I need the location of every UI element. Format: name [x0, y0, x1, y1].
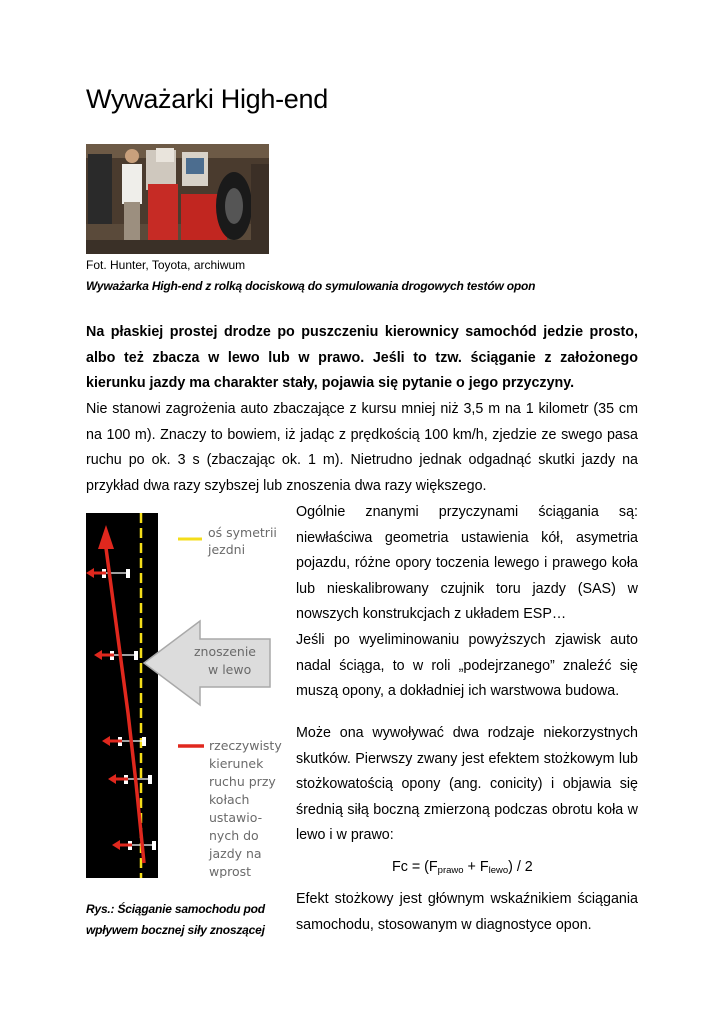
path-legend-line-6: nych do [209, 828, 259, 843]
symmetry-legend-line-2: jezdni [208, 542, 246, 557]
photo-caption: Wyważarka High-end z rolką dociskową do symulowania drogowych testów opon [86, 279, 536, 293]
conicity-formula [392, 859, 533, 876]
path-legend-line-2: kierunek [209, 756, 264, 771]
path-legend-line-3: ruchu przy [209, 774, 276, 789]
path-legend-line-7: jazdy na [209, 846, 262, 861]
pull-diagram [86, 513, 282, 878]
balancer-photo [86, 144, 269, 254]
lead-paragraph: Na płaskiej prostej drodze po puszczeniu kierownicy samochód jedzie prosto, albo też zbacza w lewo lub w prawo. Jeśli to tzw. ściąganie z założonego kierunku jazdy ma charakter stały, pojawia się pytanie o jego przyczyny. [86, 324, 638, 392]
balancer-photo-image [86, 144, 269, 254]
symmetry-legend-line-1: oś symetrii [208, 525, 277, 540]
body-paragraph-2: Ogólnie znanymi przyczynami ściągania są: niewłaściwa geometria ustawienia kół, asymetria pojazdu, różne opory toczenia lewego i prawego koła lub nieskalibrowany czujnik toru jazdy (SAS) w nowszych konstrukcjach z układem ESP… [296, 504, 638, 623]
drift-label-line-1: znoszenie [194, 644, 256, 659]
formula-prefix: Fc = (F [392, 859, 438, 875]
formula-middle: + F [463, 859, 489, 875]
photo-credit: Fot. Hunter, Toyota, archiwum [86, 258, 246, 272]
drift-label-line-2: w lewo [208, 662, 252, 677]
path-legend-line-8: wprost [209, 864, 252, 878]
diagram-caption: Rys.: Ściąganie samochodu pod wpływem bocznej siły znoszącej [86, 902, 265, 937]
page-title: Wyważarki High-end [86, 84, 328, 114]
body-paragraph-3: Jeśli po wyeliminowaniu powyższych zjawisk auto nadal ściąga, to w roli „podejrzanego” znaleźć się muszą opony, a dokładniej ich warstwowa budowa. [296, 632, 638, 700]
path-legend-line-4: kołach [209, 792, 250, 807]
path-legend-line-1: rzeczywisty [209, 738, 282, 753]
body-paragraph-5: Efekt stożkowy jest głównym wskaźnikiem ściągania samochodu, stosowanym w diagnostyce opon. [296, 891, 638, 933]
formula-subscript-right: prawo [437, 865, 464, 876]
formula-suffix: ) / 2 [508, 859, 533, 875]
road-surface [86, 513, 158, 878]
body-paragraph-4: Może ona wywoływać dwa rodzaje niekorzystnych skutków. Pierwszy zwany jest efektem stożkowym lub stożkowatością opony (ang. conicity) i objawia się średnią siłą boczną zmierzoną podczas obrotu koła w lewo i w prawo: [296, 725, 638, 844]
formula-subscript-left: lewo [488, 865, 509, 876]
pull-diagram-svg [86, 513, 282, 878]
path-legend-line-5: ustawio- [209, 810, 263, 825]
body-paragraph-1: Nie stanowi zagrożenia auto zbaczające z kursu mniej niż 3,5 m na 1 kilometr (35 cm na 100 m). Znaczy to bowiem, iż jadąc z prędkością 100 km/h, zjedzie ze swego pasa ruchu po ok. 3 s (zbaczając ok. 1 m). Nietrudno jednak odgadnąć skutki jazdy na przykład dwa razy szybszej lub znoszenia dwa razy większego. [86, 401, 638, 494]
